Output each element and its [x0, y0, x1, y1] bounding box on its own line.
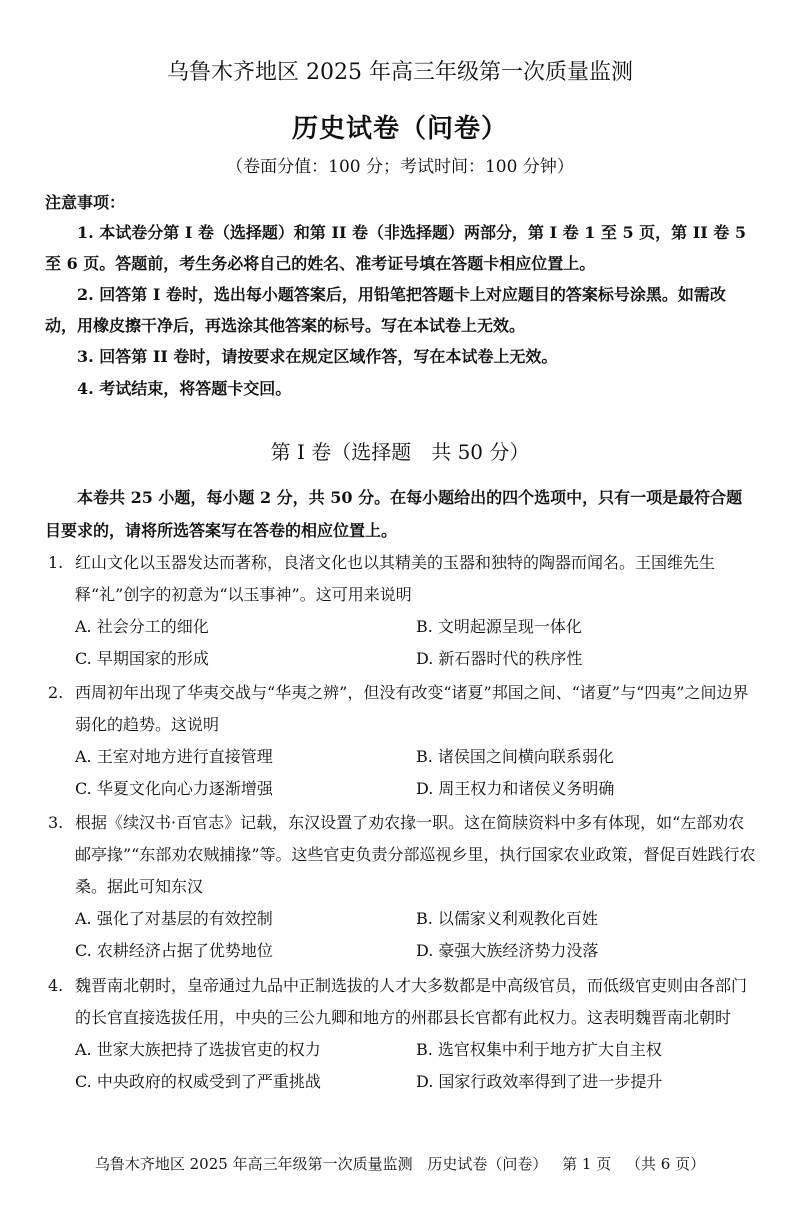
question-4	[45, 970, 757, 1098]
notice-item: 4. 考试结束，将答题卡交回。	[77, 379, 292, 398]
option-b: B. 诸侯国之间横向联系弱化	[416, 747, 614, 766]
option-a: A. 社会分工的细化	[75, 617, 209, 636]
option-c: C. 早期国家的形成	[75, 649, 209, 668]
option-b: B. 以儒家义利观教化百姓	[416, 909, 598, 928]
notice-item: 2. 回答第 I 卷时，选出每小题答案后，用铅笔把答题卡上对应题目的答案标号涂黑。如需改动，用橡皮擦干净后，再选涂其他答案的标号。写在本试卷上无效。	[45, 285, 726, 335]
exam-meta: （卷面分值：100 分；考试时间：100 分钟）	[226, 157, 574, 177]
notice-item: 3. 回答第 II 卷时，请按要求在规定区域作答，写在本试卷上无效。	[77, 347, 558, 366]
question-stem: 西周初年出现了华夷交战与“华夷之辨”，但没有改变“诸夏”邦国之间、“诸夏”与“四夷”之间边界弱化的趋势。这说明	[75, 683, 749, 734]
footer-total-pages: （共 6 页）	[626, 1155, 706, 1173]
option-d: D. 国家行政效率得到了进一步提升	[416, 1072, 663, 1091]
option-b: B. 选官权集中利于地方扩大自主权	[416, 1040, 662, 1059]
question-number: 1.	[48, 553, 64, 572]
page-footer	[0, 1153, 800, 1174]
question-stem: 红山文化以玉器发达而著称，良渚文化也以其精美的玉器和独特的陶器而闻名。王国维先生释“礼”创字的初意为“以玉事神”。这可用来说明	[75, 553, 716, 604]
exam-title: 乌鲁木齐地区 2025 年高三年级第一次质量监测	[167, 60, 633, 85]
option-d: D. 周王权力和诸侯义务明确	[416, 779, 615, 798]
option-a: A. 强化了对基层的有效控制	[75, 909, 273, 928]
option-d: D. 新石器时代的秩序性	[416, 649, 583, 668]
notice-heading: 注意事项：	[45, 193, 126, 212]
option-d: D. 豪强大族经济势力没落	[416, 941, 599, 960]
question-number: 2.	[48, 683, 64, 702]
question-stem: 根据《续汉书·百官志》记载，东汉设置了劝农掾一职。这在简牍资料中多有体现，如“左部劝农邮亭掾”“东部劝农贼捕掾”等。这些官吏负责分部巡视乡里，执行国家农业政策，督促百姓践行农桑。据此可知东汉	[75, 813, 756, 896]
footer-page-number: 第 1 页	[562, 1155, 612, 1173]
option-a: A. 世家大族把持了选拔官吏的权力	[75, 1040, 321, 1059]
question-1	[45, 547, 757, 675]
question-number: 4.	[48, 976, 64, 995]
paper-title: 历史试卷（问卷）	[291, 114, 508, 144]
option-c: C. 中央政府的权威受到了严重挑战	[75, 1072, 321, 1091]
part-intro: 本卷共 25 小题，每小题 2 分，共 50 分。在每小题给出的四个选项中，只有一项是最符合题目要求的，请将所选答案写在答卷的相应位置上。	[45, 488, 743, 540]
option-c: C. 华夏文化向心力逐渐增强	[75, 779, 273, 798]
question-3	[45, 807, 757, 967]
notice-item: 1. 本试卷分第 I 卷（选择题）和第 II 卷（非选择题）两部分，第 I 卷 1 至 5 页，第 II 卷 5 至 6 页。答题前，考生务必将自己的姓名、准考证号填在答题卡相应位置上。	[45, 223, 746, 273]
option-a: A. 王室对地方进行直接管理	[75, 747, 273, 766]
part-title: 第 I 卷（选择题 共 50 分）	[270, 440, 530, 464]
question-number: 3.	[48, 813, 64, 832]
option-b: B. 文明起源呈现一体化	[416, 617, 582, 636]
question-2	[45, 677, 757, 805]
option-c: C. 农耕经济占据了优势地位	[75, 941, 273, 960]
question-stem: 魏晋南北朝时，皇帝通过九品中正制选拔的人才大多数都是中高级官员，而低级官吏则由各部门的长官直接选拔任用，中央的三公九卿和地方的州郡县长官都有此权力。这表明魏晋南北朝时	[75, 976, 748, 1027]
footer-subject: 历史试卷（问卷）	[427, 1155, 548, 1173]
footer-exam: 乌鲁木齐地区 2025 年高三年级第一次质量监测	[94, 1155, 413, 1173]
